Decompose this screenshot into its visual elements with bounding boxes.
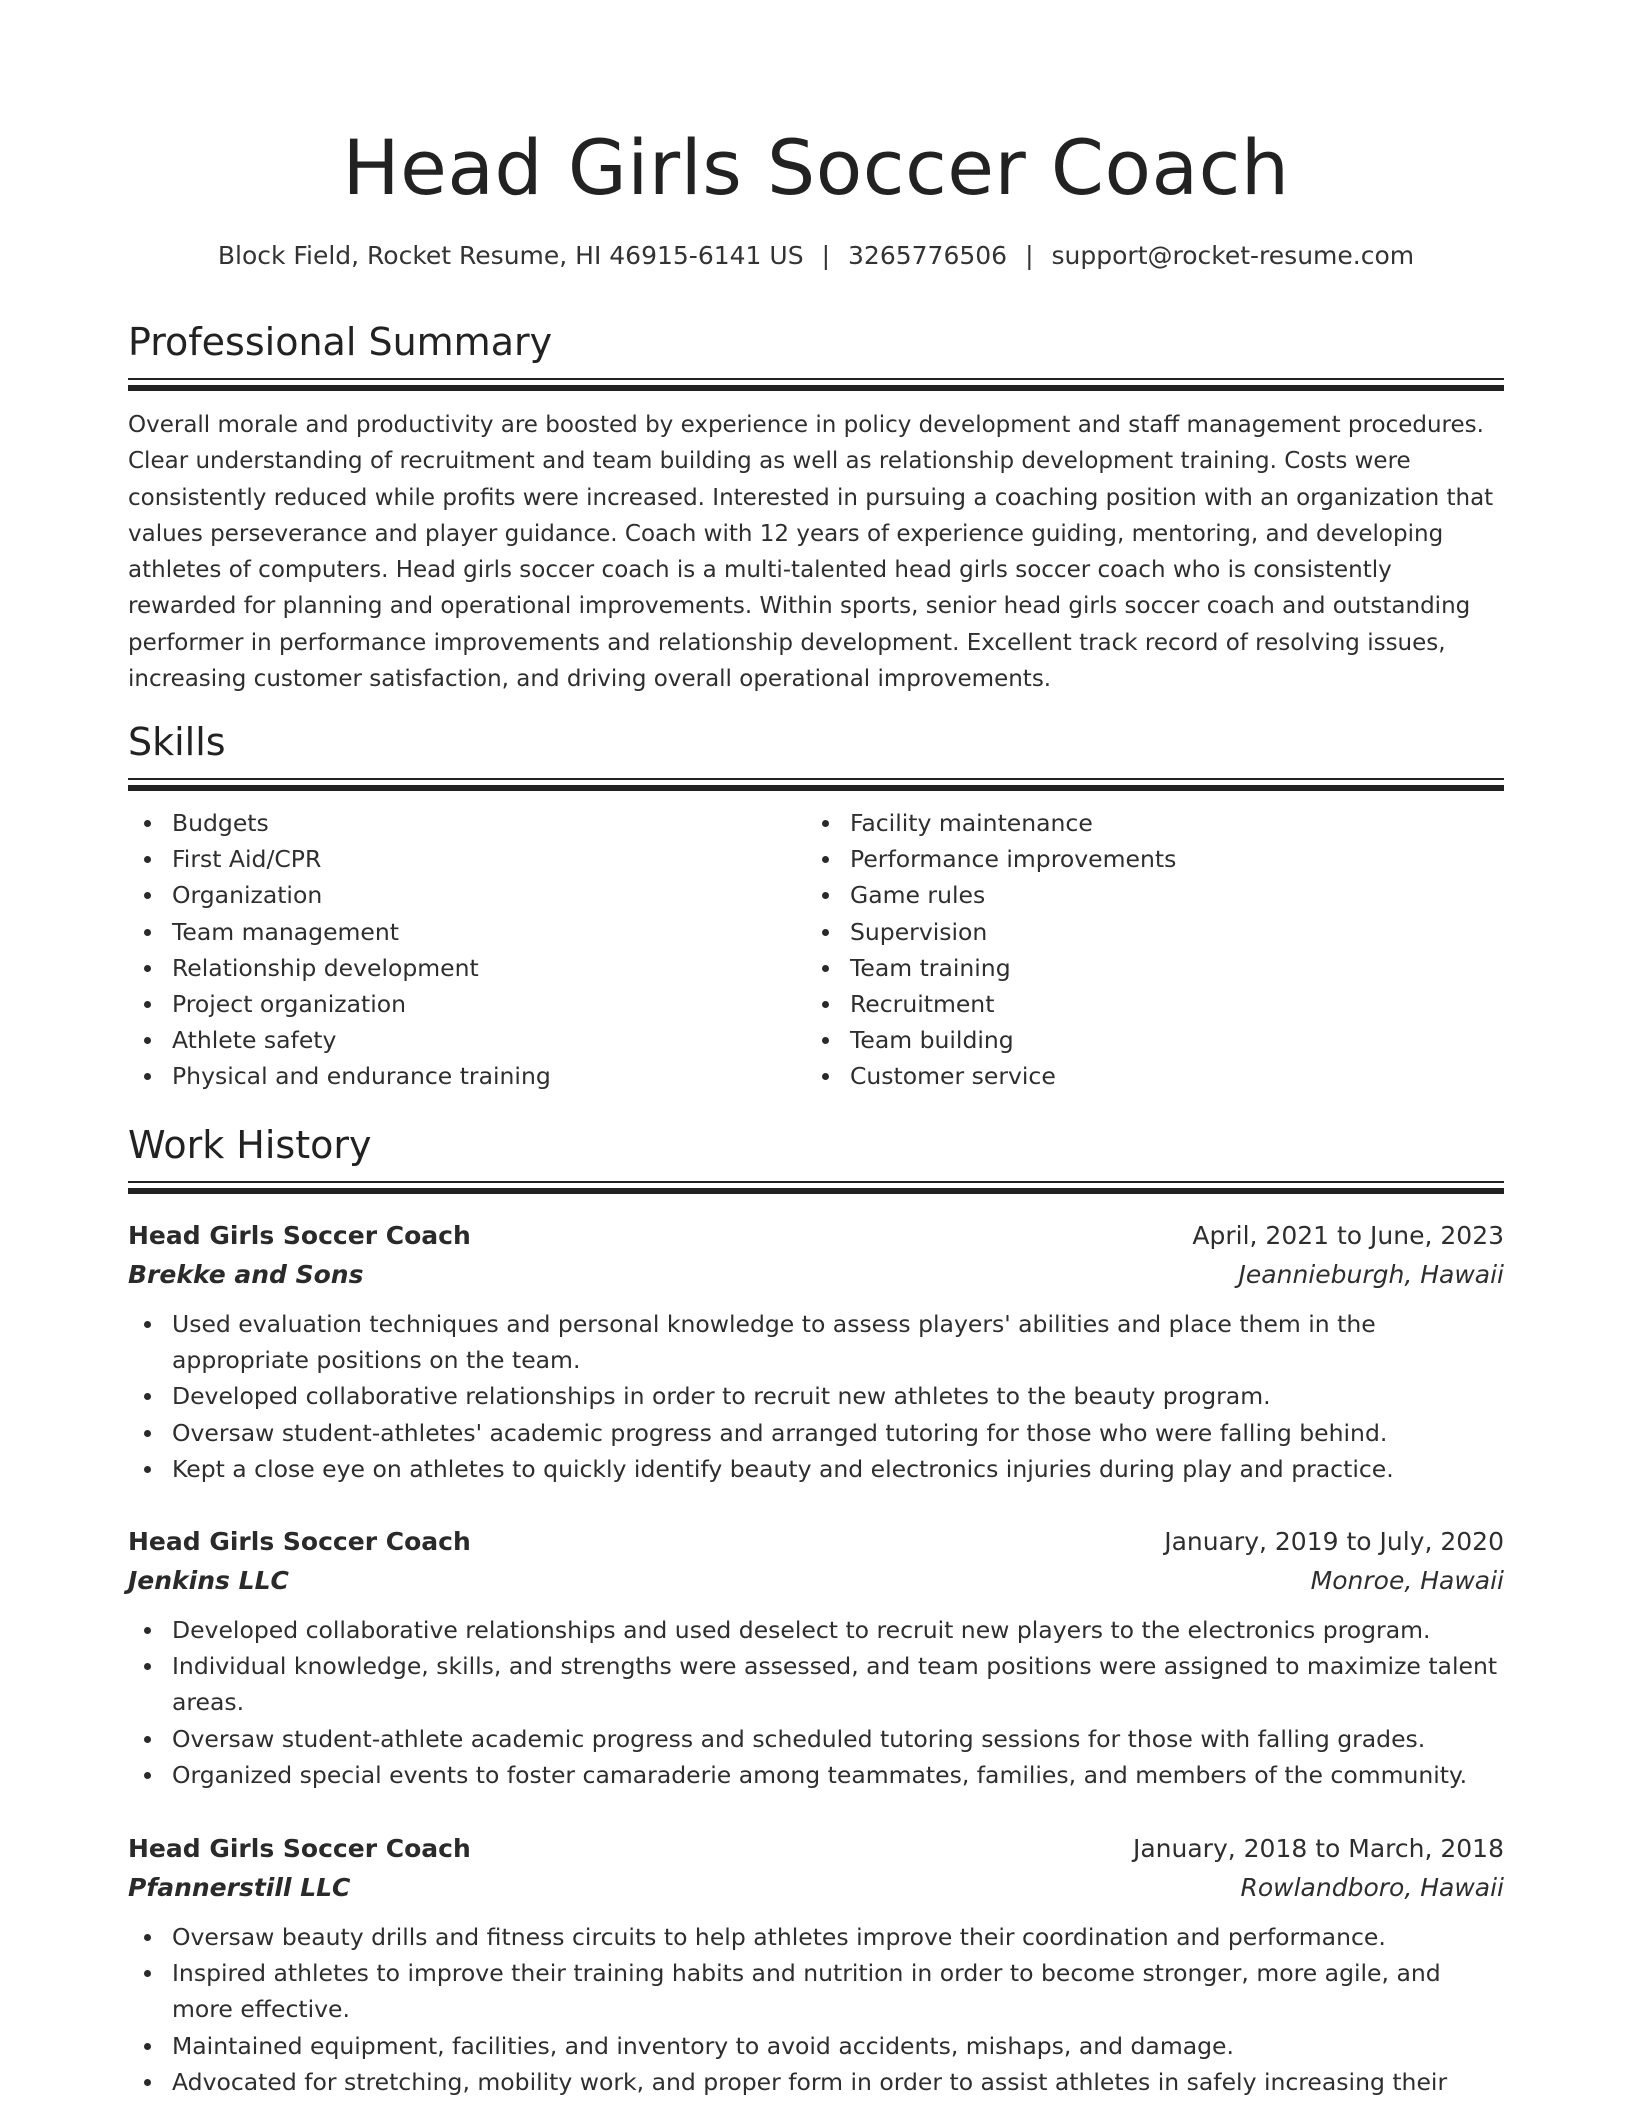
job-bullet: Developed collaborative relationships and used deselect to recruit new players to the electronics program. <box>172 1612 1504 1648</box>
skill-item: Team training <box>850 950 1484 986</box>
job-subheader <box>128 1255 1504 1295</box>
skills-section <box>128 716 1504 1095</box>
job-company: Brekke and Sons <box>128 1260 364 1289</box>
summary-heading: Professional Summary <box>128 320 553 364</box>
job-title: Head Girls Soccer Coach <box>128 1834 471 1863</box>
skills-list-right <box>806 805 1484 1095</box>
contact-separator: | <box>1025 241 1034 270</box>
job-company: Jenkins LLC <box>128 1566 289 1595</box>
job-title: Head Girls Soccer Coach <box>128 1221 471 1250</box>
job-subheader <box>128 1561 1504 1601</box>
skill-item: Customer service <box>850 1058 1484 1094</box>
job-bullet: Oversaw student-athlete academic progress and scheduled tutoring sessions for those with falling grades. <box>172 1721 1504 1757</box>
contact-phone: 3265776506 <box>848 241 1008 270</box>
skill-item: Team building <box>850 1022 1484 1058</box>
job-entry <box>128 1217 1504 1487</box>
contact-address: Block Field, Rocket Resume, HI 46915-6141 US <box>217 241 804 270</box>
skill-item: Facility maintenance <box>850 805 1484 841</box>
section-divider <box>128 778 1504 793</box>
job-bullets <box>128 1919 1504 2100</box>
job-bullet: Oversaw student-athletes' academic progress and arranged tutoring for those who were falling behind. <box>172 1415 1504 1451</box>
job-bullet: Developed collaborative relationships in order to recruit new athletes to the beauty program. <box>172 1378 1504 1414</box>
job-dates: January, 2018 to March, 2018 <box>1132 1834 1504 1863</box>
section-divider <box>128 1181 1504 1196</box>
job-bullet: Kept a close eye on athletes to quickly identify beauty and electronics injuries during play and practice. <box>172 1451 1504 1487</box>
skill-item: Performance improvements <box>850 841 1484 877</box>
job-bullet: Inspired athletes to improve their training habits and nutrition in order to become stronger, more agile, and more effective. <box>172 1955 1504 2027</box>
job-bullet: Individual knowledge, skills, and strengths were assessed, and team positions were assigned to maximize talent areas. <box>172 1648 1504 1720</box>
skill-item: Project organization <box>172 986 806 1022</box>
job-title: Head Girls Soccer Coach <box>128 1527 471 1556</box>
skill-item: Relationship development <box>172 950 806 986</box>
section-divider <box>128 378 1504 393</box>
job-bullet: Maintained equipment, facilities, and inventory to avoid accidents, mishaps, and damage. <box>172 2028 1504 2064</box>
job-bullet: Organized special events to foster camaraderie among teammates, families, and members of the community. <box>172 1757 1504 1793</box>
contact-email: support@rocket-resume.com <box>1051 241 1415 270</box>
job-bullet: Advocated for stretching, mobility work, and proper form in order to assist athletes in safely increasing their <box>172 2064 1504 2100</box>
skill-item: Team management <box>172 914 806 950</box>
skill-item: First Aid/CPR <box>172 841 806 877</box>
skills-heading: Skills <box>128 720 226 764</box>
summary-text: Overall morale and productivity are boosted by experience in policy development and staff management procedures. Clear understanding of recruitment and team building as well as relationship development training. Costs were consistently reduced while profits were increased. Interested in pursuing a coaching position with an organization that values perseverance and player guidance. Coach with 12 years of experience guiding, mentoring, and developing athletes of computers. Head girls soccer coach is a multi-talented head girls soccer coach who is consistently rewarded for planning and operational improvements. Within sports, senior head girls soccer coach and outstanding performer in performance improvements and relationship development. Excellent track record of resolving issues, increasing customer satisfaction, and driving overall operational improvements. <box>128 412 1494 693</box>
job-entry <box>128 1523 1504 1793</box>
job-entry <box>128 1830 1504 2100</box>
skill-item: Athlete safety <box>172 1022 806 1058</box>
job-bullets <box>128 1612 1504 1793</box>
job-location: Rowlandboro, Hawaii <box>1240 1873 1504 1902</box>
job-dates: April, 2021 to June, 2023 <box>1192 1221 1504 1250</box>
skill-item: Organization <box>172 877 806 913</box>
job-header <box>128 1523 1504 1561</box>
job-bullet: Oversaw beauty drills and fitness circuits to help athletes improve their coordination and performance. <box>172 1919 1504 1955</box>
skill-item: Game rules <box>850 877 1484 913</box>
job-bullets <box>128 1306 1504 1487</box>
skill-item: Supervision <box>850 914 1484 950</box>
job-location: Monroe, Hawaii <box>1310 1566 1504 1595</box>
summary-section <box>128 316 1504 697</box>
job-header <box>128 1830 1504 1868</box>
job-subheader <box>128 1868 1504 1908</box>
skill-item: Budgets <box>172 805 806 841</box>
job-header <box>128 1217 1504 1255</box>
job-dates: January, 2019 to July, 2020 <box>1164 1527 1504 1556</box>
job-bullet: Used evaluation techniques and personal knowledge to assess players' abilities and place them in the appropriate positions on the team. <box>172 1306 1504 1378</box>
skill-item: Recruitment <box>850 986 1484 1022</box>
job-company: Pfannerstill LLC <box>128 1873 351 1902</box>
skill-item: Physical and endurance training <box>172 1058 806 1094</box>
skills-list-left <box>128 805 806 1095</box>
resume-name: Head Girls Soccer Coach <box>342 123 1290 212</box>
contact-separator: | <box>821 241 831 270</box>
contact-line <box>128 238 1504 274</box>
work-history-section <box>128 1119 1504 1196</box>
skills-columns <box>128 805 1504 1095</box>
job-location: Jeannieburgh, Hawaii <box>1238 1260 1504 1289</box>
work-history-heading: Work History <box>128 1123 372 1167</box>
